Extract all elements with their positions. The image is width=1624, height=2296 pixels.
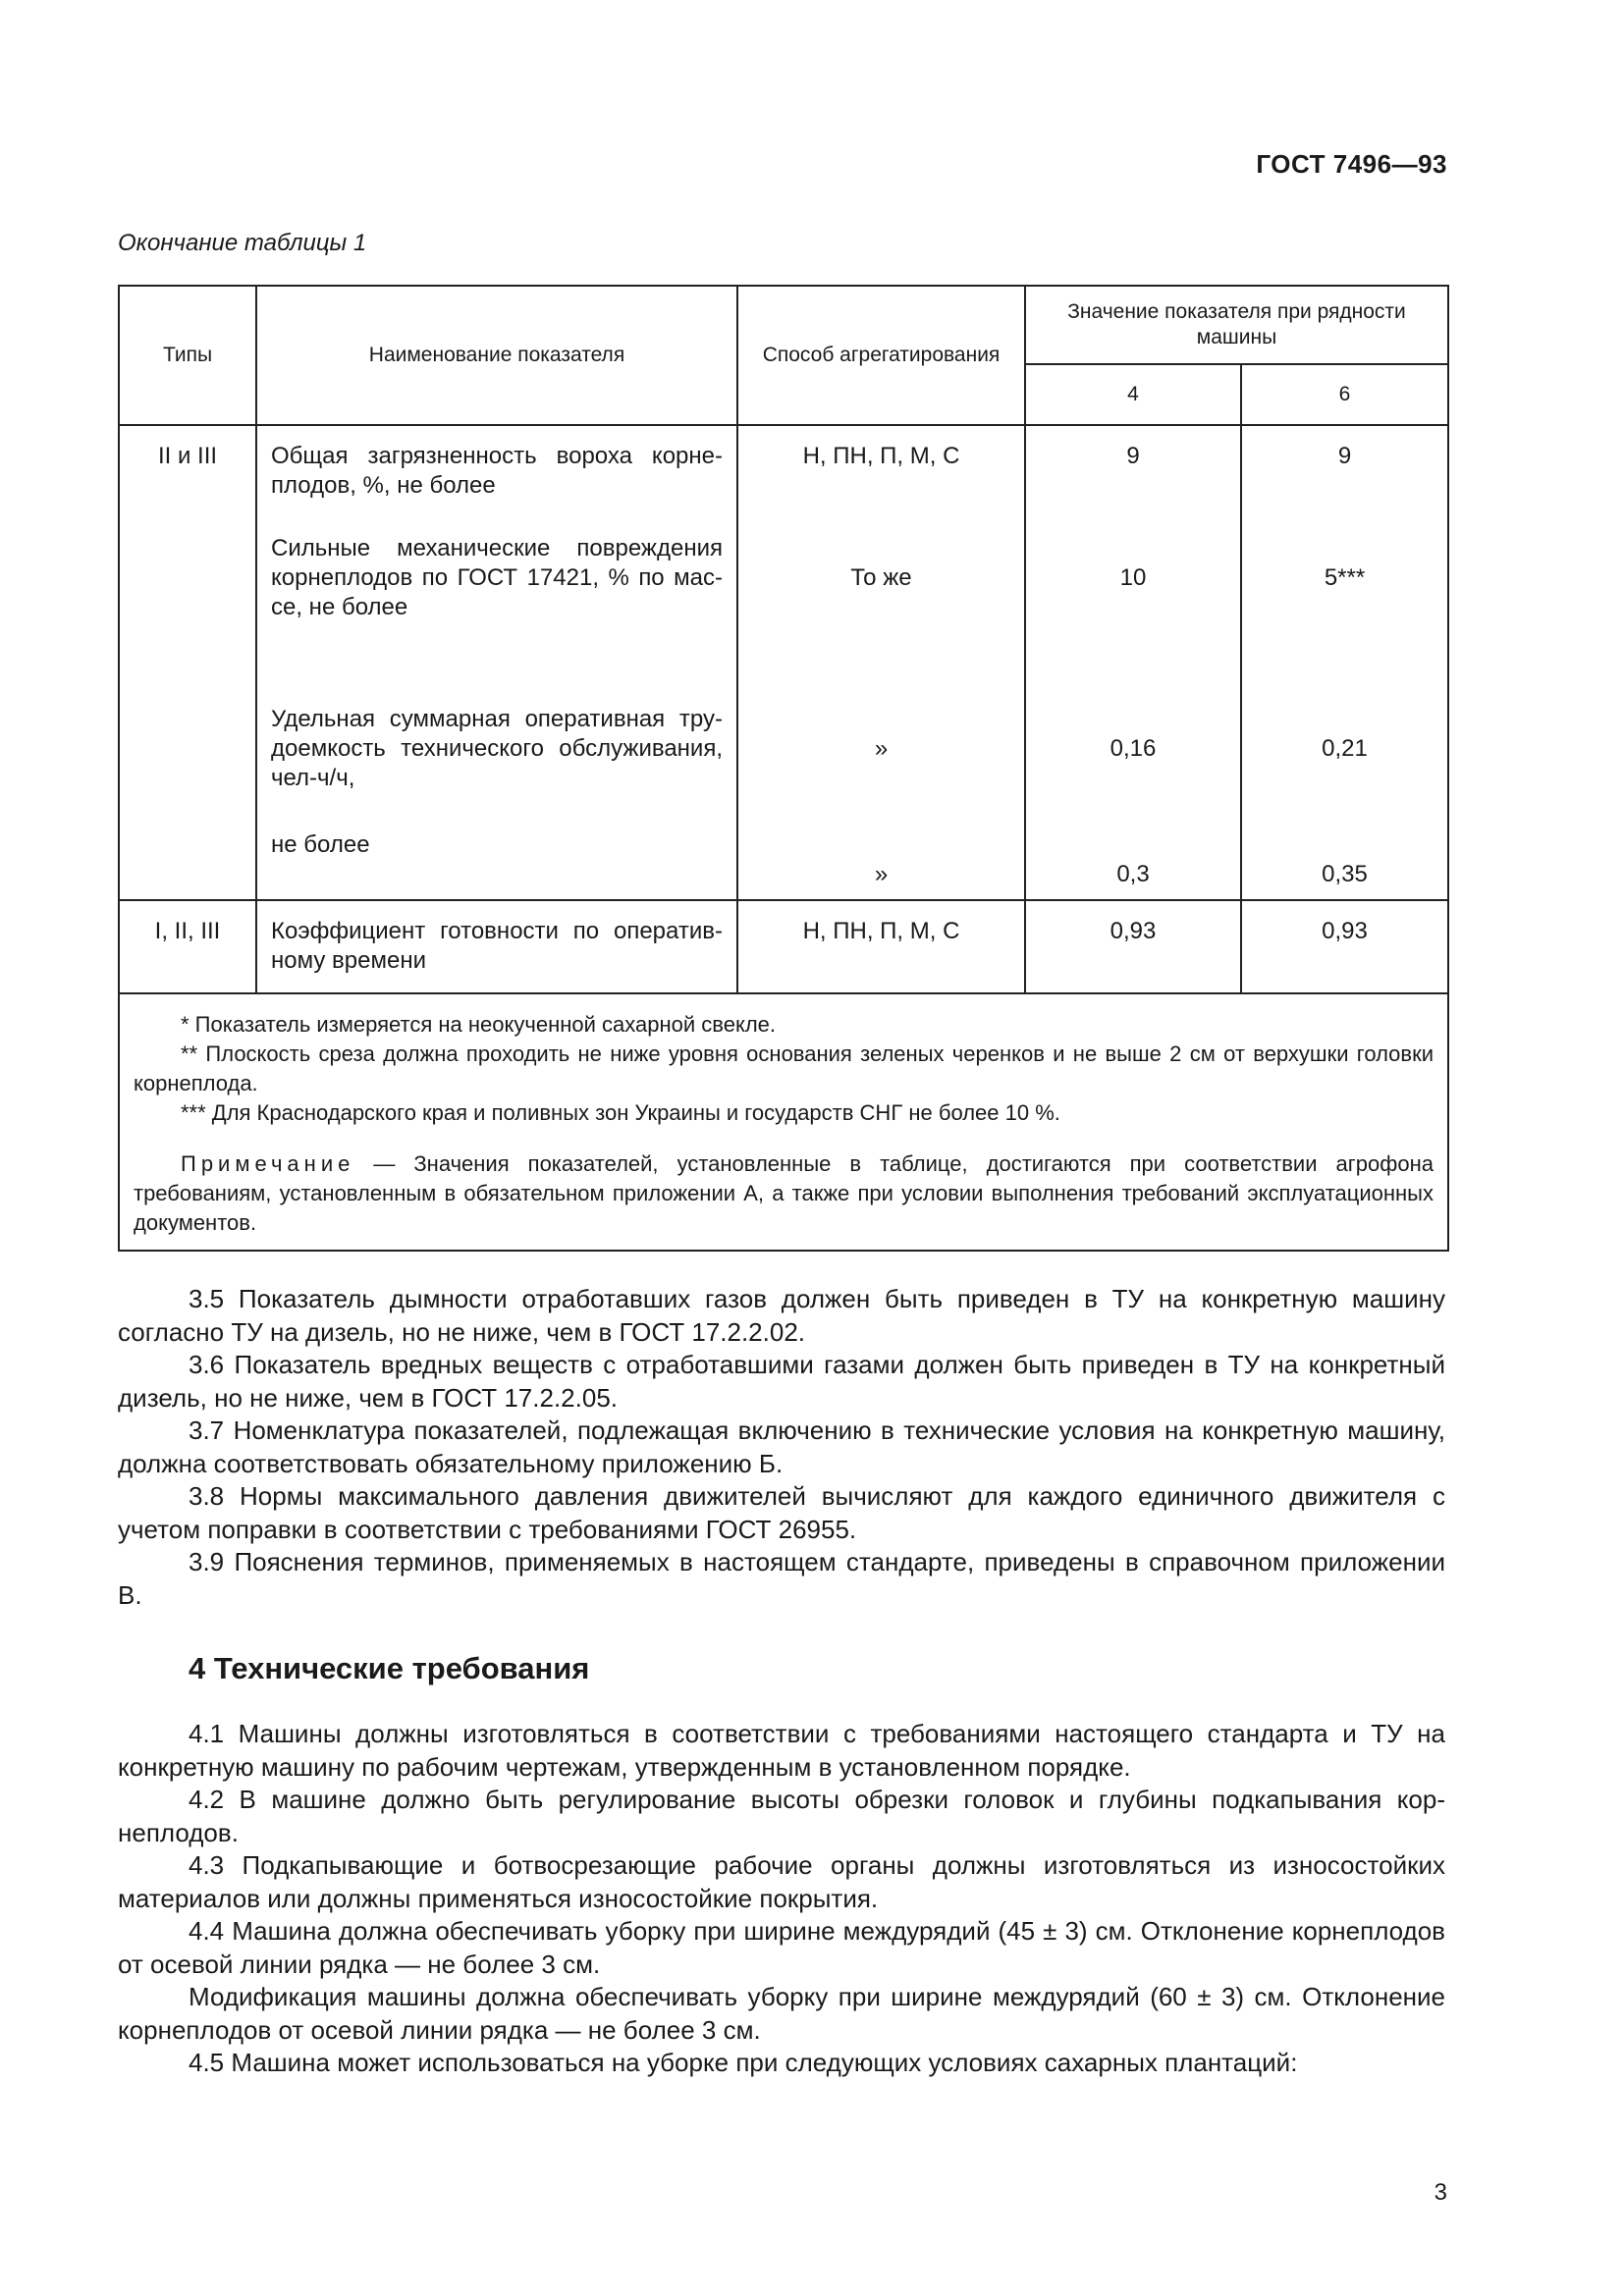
paragraph-3-9: 3.9 Пояснения терминов, применяемых в настоящем стандарте, приведены в справочном приложении В. xyxy=(118,1547,1445,1610)
indicator-name: Общая загрязненность вороха корнеплодов, %, не более xyxy=(271,443,723,499)
section-4-paragraphs xyxy=(118,1718,1445,2080)
section-4 xyxy=(118,1652,1445,1685)
paragraph-3-5: 3.5 Показатель дымности отработавших газов должен быть приведен в ТУ на конкретную машину согласно ТУ на дизель, но не ниже, чем в ГОСТ 17.2.2.02. xyxy=(118,1284,1445,1347)
paragraph-4-4-modification: Модификация машины должна обеспечивать уборку при ширине междурядий (60 ± 3) см. Отклонение корнеплодов от осевой линии рядка — не более 3 см. xyxy=(118,1982,1445,2045)
paragraph-4-5: 4.5 Машина может использоваться на уборке при следующих условиях сахарных плантаций: xyxy=(189,2048,1298,2077)
value-4: 0,16 xyxy=(1110,735,1157,762)
paragraph-3-8: 3.8 Нормы максимального давления движителей вычисляют для каждого единичного движителя с учетом поправки в соответствии с требованиями ГОСТ 26955. xyxy=(118,1481,1445,1544)
header-method: Способ агрегатирования xyxy=(737,286,1025,425)
indicator-name: Коэффициент готовности по оперативному времени xyxy=(271,918,723,974)
value-4: 0,93 xyxy=(1110,918,1157,944)
value-6: 0,35 xyxy=(1322,861,1368,887)
value-4: 0,3 xyxy=(1116,861,1150,887)
table-caption: Окончание таблицы 1 xyxy=(118,230,367,256)
value-6: 5*** xyxy=(1324,564,1366,591)
value-6: 9 xyxy=(1337,443,1352,469)
indicator-name: Удельная суммарная оперативная трудоемкость технического обслуживания, чел-ч/ч, xyxy=(271,706,723,791)
page-number: 3 xyxy=(1434,2179,1447,2206)
indicators-table xyxy=(118,285,1449,1252)
type-cell: I, II, III xyxy=(154,918,221,944)
paragraph-3-6: 3.6 Показатель вредных веществ с отработавшими газами должен быть приведен в ТУ на конкретный дизель, но не ниже, чем в ГОСТ 17.2.2.05. xyxy=(118,1350,1445,1413)
remark-text: — Значения показателей, установленные в таблице, достигаются при соответствии агрофона требованиям, установленным в обязательном приложении А, а также при условии выполнения требований эксплуатационных документов. xyxy=(134,1151,1434,1235)
indicator-name: Сильные механические повреждения корнеплодов по ГОСТ 17421, % по массе, не более xyxy=(271,535,723,620)
paragraph-4-2: 4.2 В машине должно быть регулирование высоты обрезки головок и глубины подкапывания корнеплодов. xyxy=(118,1785,1445,1847)
header-indicator: Наименование показателя xyxy=(256,286,737,425)
paragraph-4-1: 4.1 Машины должны изготовляться в соответствии с требованиями настоящего стандарта и ТУ на конкретную машину по рабочим чертежам, утвержденным в установленном порядке. xyxy=(118,1719,1445,1782)
table-row-block2 xyxy=(119,900,1448,993)
paragraph-4-4: 4.4 Машина должна обеспечивать уборку при ширине междурядий (45 ± 3) см. Отклонение корнеплодов от осевой линии рядка — не более 3 см. xyxy=(118,1916,1445,1979)
value-4: 10 xyxy=(1119,564,1147,591)
footnote-2: ** Плоскость среза должна проходить не ниже уровня основания зеленых черенков и не выше 2 см от верхушки головки корнеплода. xyxy=(134,1041,1434,1095)
paragraph-4-3: 4.3 Подкапывающие и ботвосрезающие рабочие органы должны изготовляться из износостойких материалов или должны применяться износостойкие покрытия. xyxy=(118,1850,1445,1913)
type-cell: II и III xyxy=(157,443,218,469)
value-6: 0,93 xyxy=(1322,918,1368,944)
section-3-paragraphs xyxy=(118,1283,1445,1612)
section-4-title: 4 Технические требования xyxy=(189,1651,590,1685)
value-6: 0,21 xyxy=(1322,735,1368,762)
value-4: 9 xyxy=(1126,443,1140,469)
header-col-4: 4 xyxy=(1025,364,1241,425)
footnote-1: * Показатель измеряется на неокученной сахарной свекле. xyxy=(181,1012,776,1037)
method-value: » xyxy=(874,735,889,762)
footnote-3: *** Для Краснодарского края и поливных зон Украины и государств СНГ не более 10 %. xyxy=(181,1100,1060,1125)
header-col-6: 6 xyxy=(1241,364,1448,425)
indicator-name: не более xyxy=(271,831,370,858)
table-row-block1 xyxy=(119,425,1448,900)
header-types: Типы xyxy=(119,286,256,425)
remark-label: Примечание xyxy=(181,1151,355,1176)
method-value: То же xyxy=(850,564,912,591)
document-code: ГОСТ 7496—93 xyxy=(1256,149,1447,179)
header-value-group: Значение показателя при рядности машины xyxy=(1025,286,1448,364)
paragraph-3-7: 3.7 Номенклатура показателей, подлежащая включению в технические условия на конкретную машину, должна соответствовать обязательному приложению Б. xyxy=(118,1415,1445,1478)
table-remark xyxy=(134,1149,1434,1238)
method-value: Н, ПН, П, М, С xyxy=(802,918,960,944)
method-value: » xyxy=(874,861,889,887)
method-value: Н, ПН, П, М, С xyxy=(802,443,960,469)
table-notes xyxy=(120,994,1447,1250)
